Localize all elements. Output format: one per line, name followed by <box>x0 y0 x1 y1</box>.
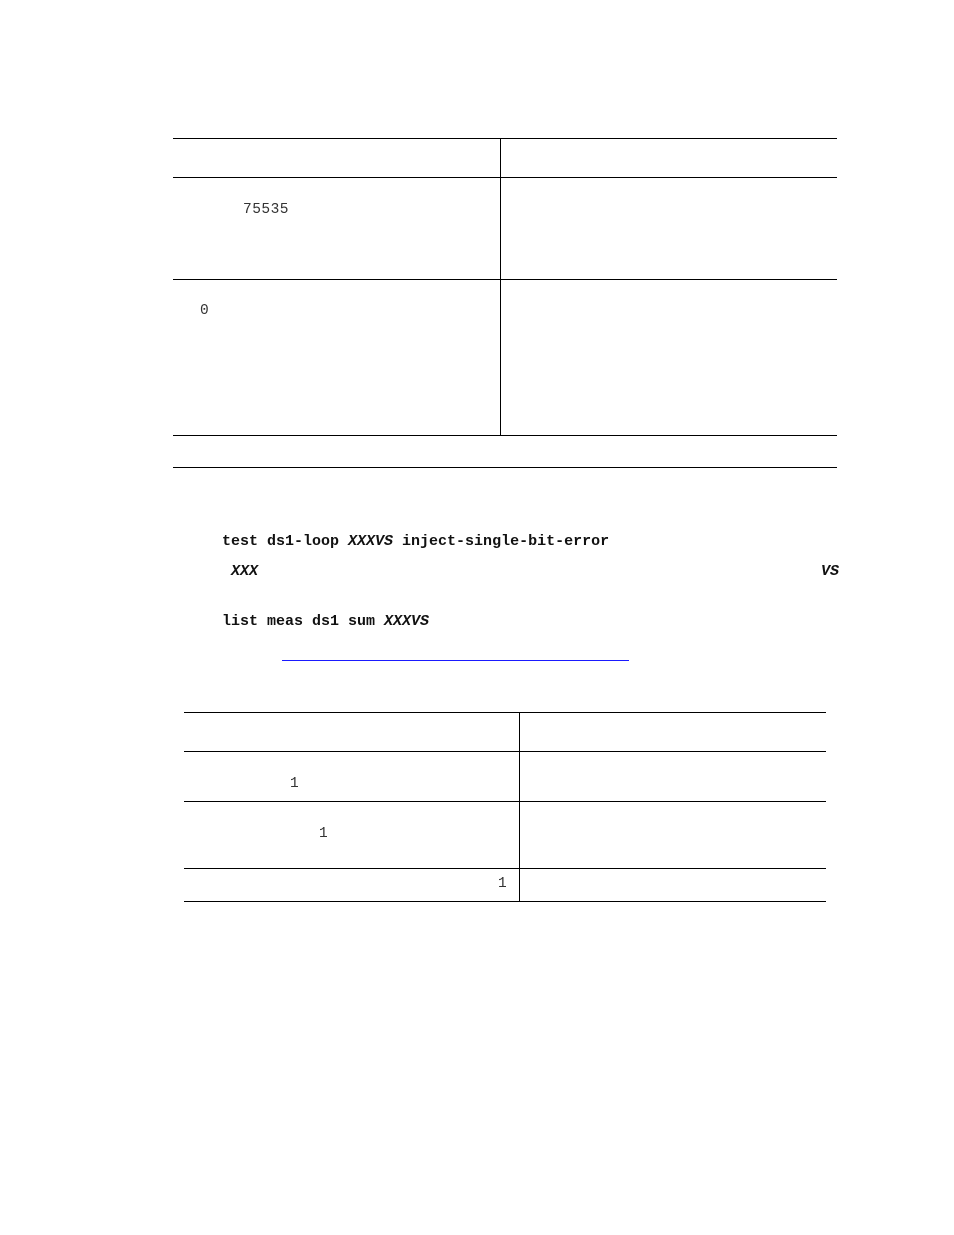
table-2-row-rule <box>184 801 826 802</box>
table-1-row-rule <box>173 435 837 436</box>
table-1-column-divider <box>500 138 501 435</box>
table-2-header-rule <box>184 751 826 752</box>
table-1-header-rule <box>173 177 837 178</box>
variable-note-left <box>231 563 258 580</box>
table-2-cell-value: 1 <box>290 776 300 792</box>
table-2-row-rule <box>184 868 826 869</box>
command-text: test ds1-loop <box>222 533 349 550</box>
table-2-bottom-rule <box>184 901 826 902</box>
hyperlink-underline[interactable] <box>282 660 629 661</box>
table-1-cell-value: 75535 <box>243 202 290 218</box>
table-2-top-rule <box>184 712 826 713</box>
command-variable: XXXVS <box>384 613 430 630</box>
table-2-column-divider <box>519 712 520 901</box>
table-1-row-rule <box>173 279 837 280</box>
command-variable: XXXVS <box>348 533 394 550</box>
test-command-line <box>222 533 609 550</box>
variable-name: XXX <box>231 563 259 580</box>
command-text: inject-single-bit-error <box>393 533 610 550</box>
variable-note-right <box>821 563 839 580</box>
table-2-cell-value: 1 <box>498 876 508 892</box>
table-1-bottom-rule <box>173 467 837 468</box>
table-1-cell-value: 0 <box>200 303 210 319</box>
table-1-top-rule <box>173 138 837 139</box>
variable-name: VS <box>821 563 840 580</box>
table-2-cell-value: 1 <box>319 826 329 842</box>
list-command-line <box>222 613 429 630</box>
command-text: list meas ds1 sum <box>222 613 385 630</box>
